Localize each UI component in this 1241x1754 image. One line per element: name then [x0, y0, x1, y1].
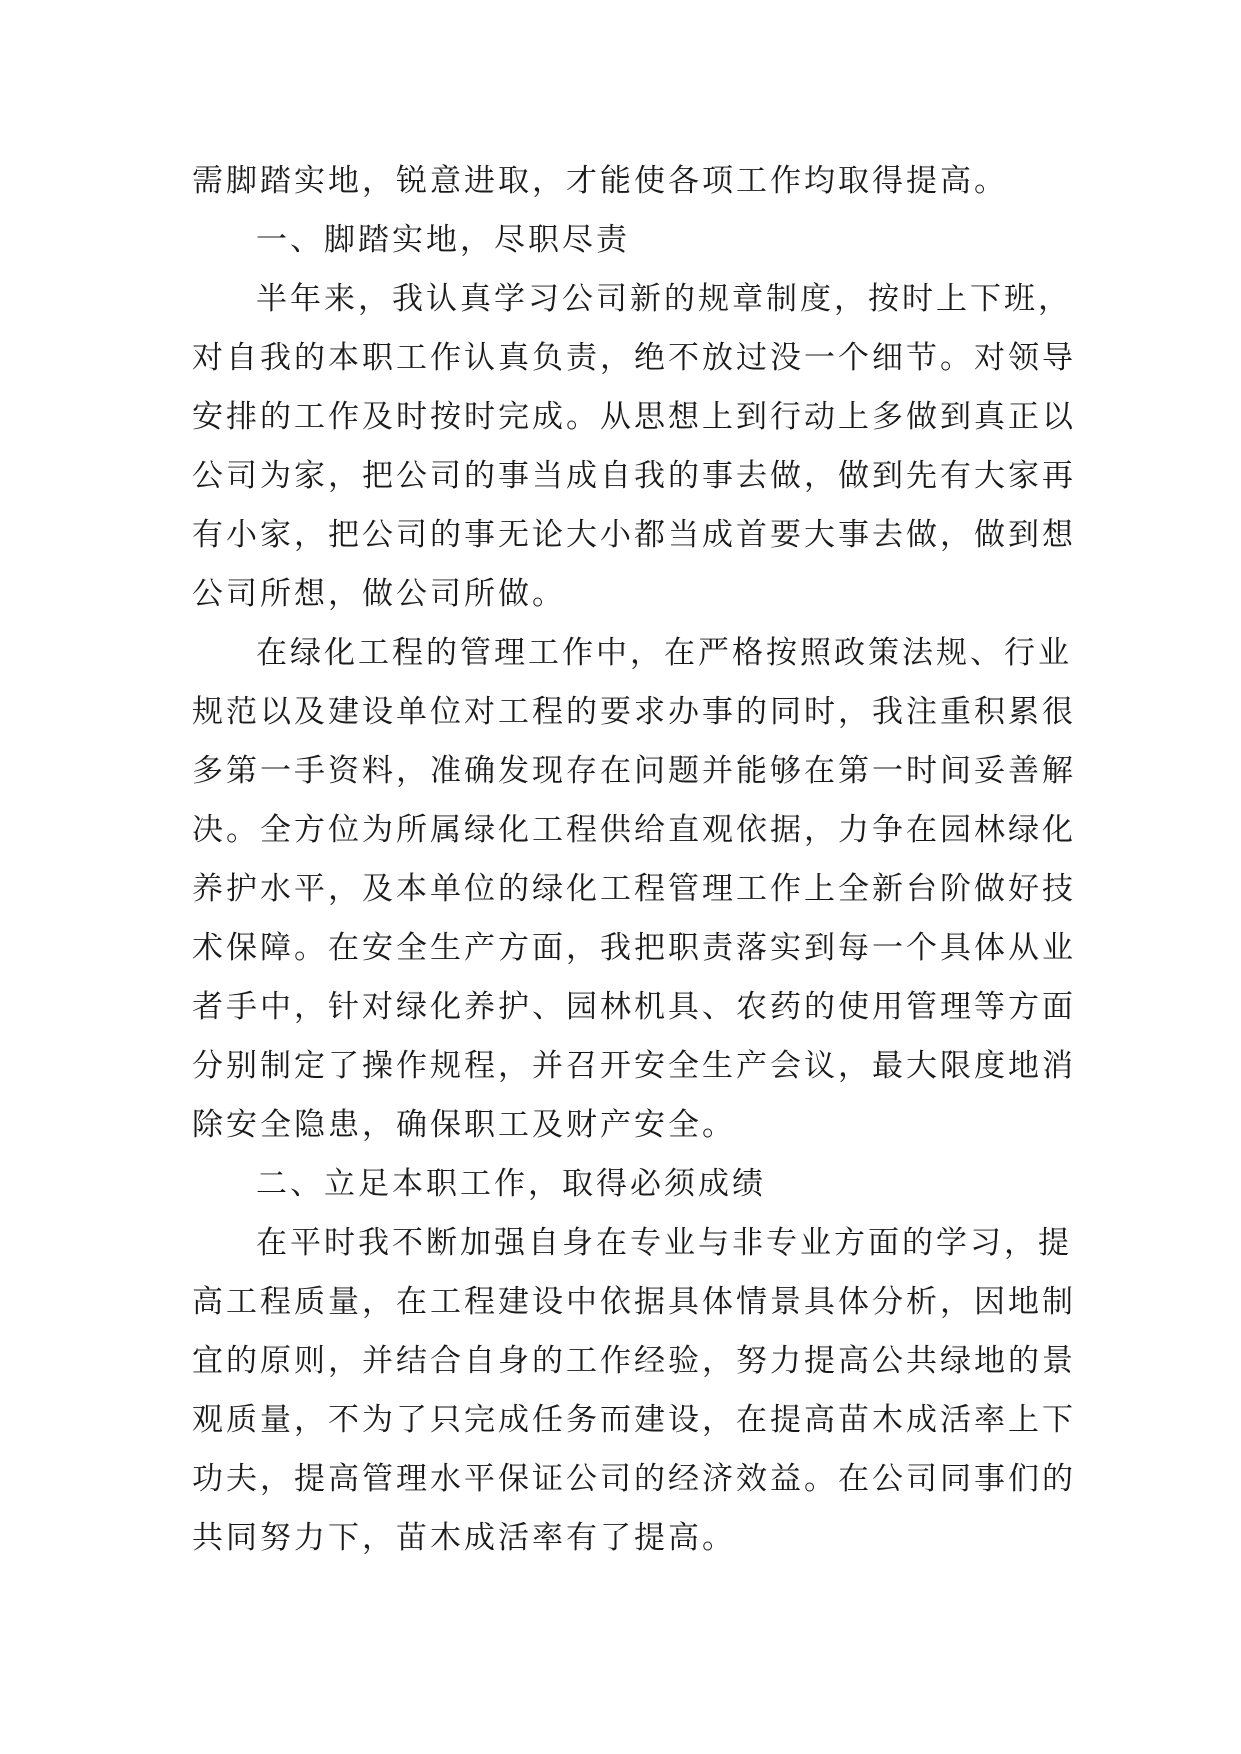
text-line: 多第一手资料，准确发现存在问题并能够在第一时间妥善解 — [192, 753, 1076, 789]
text-line: 对自我的本职工作认真负责，绝不放过没一个细节。对领导 — [192, 340, 1076, 376]
text-line: 术保障。在安全生产方面，我把职责落实到每一个具体从业 — [192, 930, 1076, 966]
text-line: 者手中，针对绿化养护、园林机具、农药的使用管理等方面 — [192, 989, 1076, 1025]
text-line: 决。全方位为所属绿化工程供给直观依据，力争在园林绿化 — [192, 812, 1076, 848]
text-line: 高工程质量，在工程建设中依据具体情景具体分析，因地制 — [192, 1284, 1076, 1320]
text-line: 在平时我不断加强自身在专业与非专业方面的学习，提 — [256, 1225, 1072, 1261]
text-line: 宜的原则，并结合自身的工作经验，努力提高公共绿地的景 — [192, 1343, 1076, 1379]
text-line: 在绿化工程的管理工作中，在严格按照政策法规、行业 — [256, 635, 1072, 671]
text-line: 养护水平，及本单位的绿化工程管理工作上全新台阶做好技 — [192, 871, 1076, 907]
document-body — [192, 152, 1076, 1568]
text-line: 观质量，不为了只完成任务而建设，在提高苗木成活率上下 — [192, 1402, 1076, 1438]
text-line: 公司为家，把公司的事当成自我的事去做，做到先有大家再 — [192, 458, 1076, 494]
text-line: 有小家，把公司的事无论大小都当成首要大事去做，做到想 — [192, 517, 1076, 553]
text-line: 分别制定了操作规程，并召开安全生产会议，最大限度地消 — [192, 1048, 1076, 1084]
text-line: 公司所想，做公司所做。 — [192, 576, 566, 612]
section-heading: 二、立足本职工作，取得必须成绩 — [256, 1166, 766, 1202]
text-line: 半年来，我认真学习公司新的规章制度，按时上下班， — [256, 281, 1072, 317]
text-line: 除安全隐患，确保职工及财产安全。 — [192, 1107, 736, 1143]
text-line: 规范以及建设单位对工程的要求办事的同时，我注重积累很 — [192, 694, 1076, 730]
text-line: 需脚踏实地，锐意进取，才能使各项工作均取得提高。 — [192, 163, 1008, 199]
text-line: 安排的工作及时按时完成。从思想上到行动上多做到真正以 — [192, 399, 1076, 435]
section-heading: 一、脚踏实地，尽职尽责 — [256, 222, 630, 258]
text-line: 共同努力下，苗木成活率有了提高。 — [192, 1520, 736, 1556]
text-line: 功夫，提高管理水平保证公司的经济效益。在公司同事们的 — [192, 1461, 1076, 1497]
